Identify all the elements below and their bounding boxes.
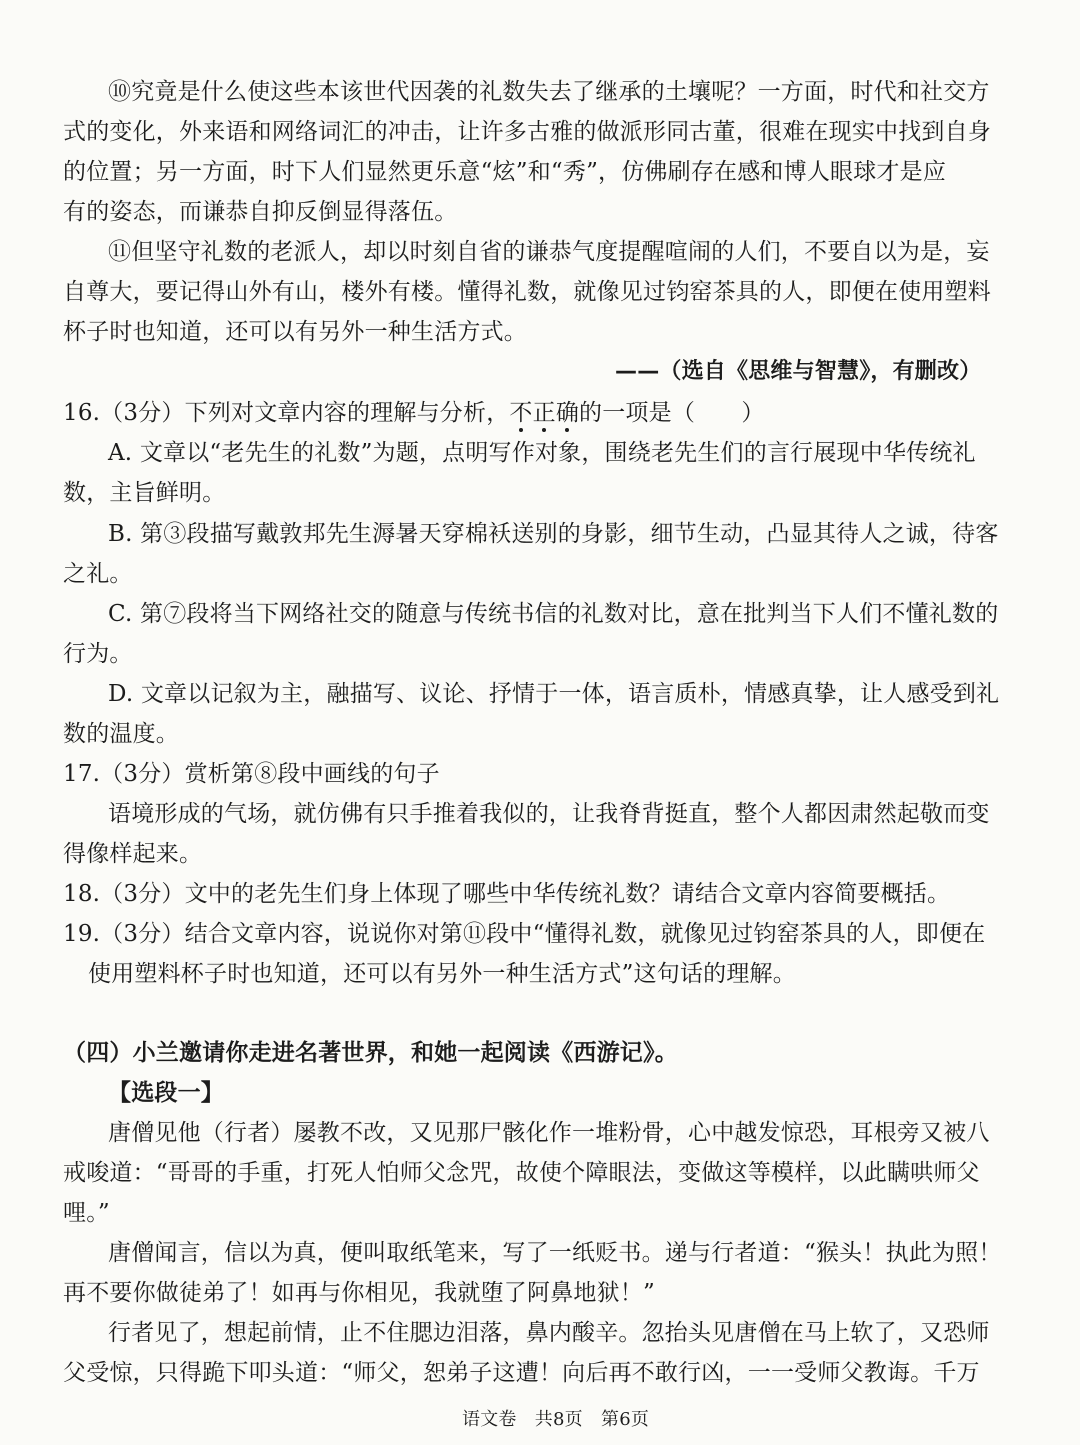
- question-18-stem: 18.（3分）文中的老先生们身上体现了哪些中华传统礼数？请结合文章内容简要概括。: [63, 881, 951, 907]
- option-a-line: A. 文章以“老先生的礼数”为题，点明写作对象，围绕老先生们的言行展现中华传统礼: [108, 440, 976, 466]
- option-d-line: 数的温度。: [63, 721, 179, 747]
- emphasis-char: 确: [555, 400, 580, 426]
- passage-line: 杯子时也知道，还可以有另外一种生活方式。: [63, 319, 527, 345]
- emphasis-char: 不: [509, 400, 533, 426]
- page-footer: 语文卷 共8页 第6页: [462, 1409, 650, 1430]
- question-17-stem: 17.（3分）赏析第⑧段中画线的句子: [63, 761, 440, 787]
- passage-source: ——（选自《思维与智慧》，有删改）: [615, 359, 982, 384]
- emphasis-char: 正: [532, 400, 556, 426]
- section-heading: （四）小兰邀请你走进名著世界，和她一起阅读《西游记》。: [63, 1040, 678, 1066]
- option-a-line: 数，主旨鲜明。: [63, 480, 226, 506]
- passage-line: ⑪但坚守礼数的老派人，却以时刻自省的谦恭气度提醒喧闹的人们，不要自以为是，妄: [108, 239, 990, 265]
- excerpt-line: 戒唆道：“哥哥的手重，打死人怕师父念咒，故使个障眼法，变做这等模样，以此瞒哄师父: [63, 1160, 980, 1186]
- question-19-stem: 19.（3分）结合文章内容，说说你对第⑪段中“懂得礼数，就像见过钧窑茶具的人，即便在: [63, 921, 986, 947]
- question-16-prefix: 16.（3分）下列对文章内容的理解与分析，: [63, 400, 510, 426]
- passage-line: 的位置；另一方面，时下人们显然更乐意“炫”和“秀”，仿佛刷存在感和博人眼球才是应: [63, 159, 947, 185]
- passage-line: 式的变化，外来语和网络词汇的冲击，让许多古雅的做派形同古董，很难在现实中找到自身: [63, 119, 991, 145]
- option-d-line: D. 文章以记叙为主，融描写、议论、抒情于一体，语言质朴，情感真挚，让人感受到礼: [108, 681, 1000, 707]
- excerpt-line: 唐僧闻言，信以为真，便叫取纸笔来，写了一纸贬书。递与行者道：“猴头！执此为照！: [108, 1240, 1002, 1266]
- option-b-line: 之礼。: [63, 561, 133, 587]
- excerpt-line: 哩。”: [63, 1200, 110, 1226]
- excerpt-line: 再不要你做徒弟了！如再与你相见，我就堕了阿鼻地狱！”: [63, 1280, 655, 1306]
- option-c-line: 行为。: [63, 641, 133, 667]
- question-17-quote: 得像样起来。: [63, 841, 203, 867]
- question-16-stem: [63, 398, 765, 428]
- excerpt-label: 【选段一】: [108, 1080, 224, 1106]
- option-c-line: C. 第⑦段将当下网络社交的随意与传统书信的礼数对比，意在批判当下人们不懂礼数的: [108, 601, 999, 627]
- passage-line: 自尊大，要记得山外有山，楼外有楼。懂得礼数，就像见过钧窑茶具的人，即便在使用塑料: [63, 279, 991, 305]
- passage-line: ⑩究竟是什么使这些本该世代因袭的礼数失去了继承的土壤呢？一方面，时代和社交方: [108, 79, 990, 105]
- excerpt-line: 唐僧见他（行者）屡教不改，又见那尸骸化作一堆粉骨，心中越发惊恐，耳根旁又被八: [108, 1120, 990, 1146]
- question-17-quote: 语境形成的气场，就仿佛有只手推着我似的，让我脊背挺直，整个人都因肃然起敬而变: [108, 801, 990, 827]
- question-16-suffix: 的一项是（ ）: [579, 400, 765, 426]
- question-19-stem: 使用塑料杯子时也知道，还可以有另外一种生活方式”这句话的理解。: [88, 961, 796, 987]
- excerpt-line: 行者见了，想起前情，止不住腮边泪落，鼻内酸辛。忽抬头见唐僧在马上软了，又恐师: [108, 1320, 990, 1346]
- option-b-line: B. 第③段描写戴敦邦先生溽暑天穿棉袄送别的身影，细节生动，凸显其待人之诚，待客: [108, 521, 999, 547]
- passage-line: 有的姿态，而谦恭自抑反倒显得落伍。: [63, 199, 458, 225]
- excerpt-line: 父受惊，只得跪下叩头道：“师父，恕弟子这遭！向后再不敢行凶，一一受师父教诲。千万: [63, 1360, 980, 1386]
